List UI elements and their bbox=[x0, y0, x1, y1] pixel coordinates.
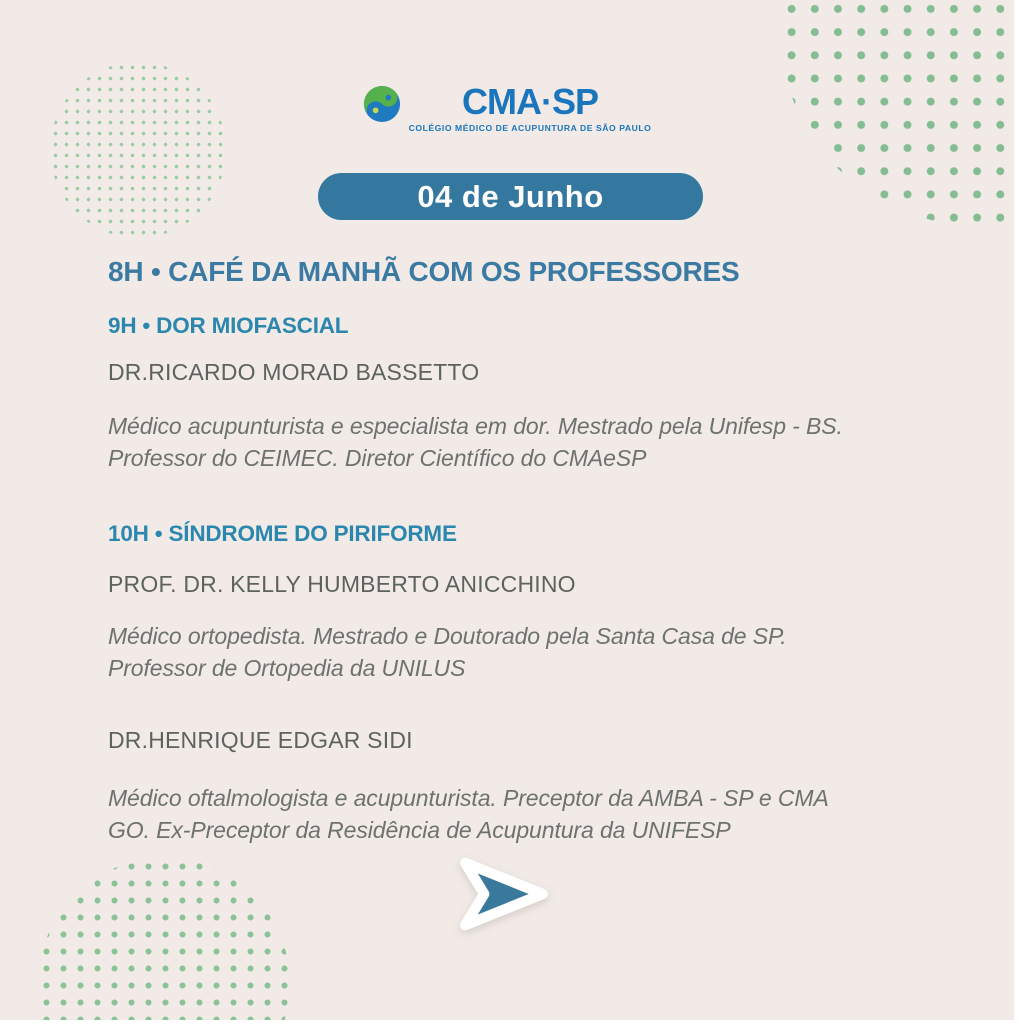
cma-sp-logo bbox=[0, 81, 1014, 133]
schedule-headline: 8H • CAFÉ DA MANHÃ COM OS PROFESSORES bbox=[108, 256, 740, 287]
white-edge-bottom bbox=[0, 1020, 1024, 1024]
session-title-10h: 10H • SÍNDROME DO PIRIFORME bbox=[108, 521, 457, 546]
session-title-9h: 9H • DOR MIOFASCIAL bbox=[108, 313, 349, 338]
speaker-name: DR.RICARDO MORAD BASSETTO bbox=[108, 359, 480, 385]
speaker-bio: Médico oftalmologista e acupunturista. Preceptor da AMBA - SP e CMA GO. Ex-Preceptor da Residência de Acupuntura da UNIFESP bbox=[108, 785, 828, 843]
logo-text bbox=[408, 81, 652, 133]
speaker-bio: Médico ortopedista. Mestrado e Doutorado pela Santa Casa de SP. Professor de Ortopedia da UNILUS bbox=[108, 623, 787, 681]
next-arrow-button[interactable] bbox=[452, 842, 556, 946]
speaker-name: DR.HENRIQUE EDGAR SIDI bbox=[108, 727, 413, 753]
white-edge-right bbox=[1014, 0, 1024, 1024]
yin-yang-logo-icon bbox=[363, 85, 401, 123]
logo-tagline: COLÉGIO MÉDICO DE ACUPUNTURA DE SÃO PAULO bbox=[408, 123, 652, 133]
dot-pattern-bottom-left bbox=[38, 858, 290, 1024]
speaker-name: PROF. DR. KELLY HUMBERTO ANICCHINO bbox=[108, 571, 576, 597]
logo-title: CMA·SP bbox=[462, 81, 598, 122]
date-badge bbox=[318, 173, 703, 220]
speaker-bio: Médico acupunturista e especialista em dor. Mestrado pela Unifesp - BS. Professor do CEIMEC. Diretor Científico do CMAeSP bbox=[108, 413, 843, 471]
next-arrow-icon bbox=[452, 934, 556, 949]
date-badge-label: 04 de Junho bbox=[417, 178, 604, 214]
